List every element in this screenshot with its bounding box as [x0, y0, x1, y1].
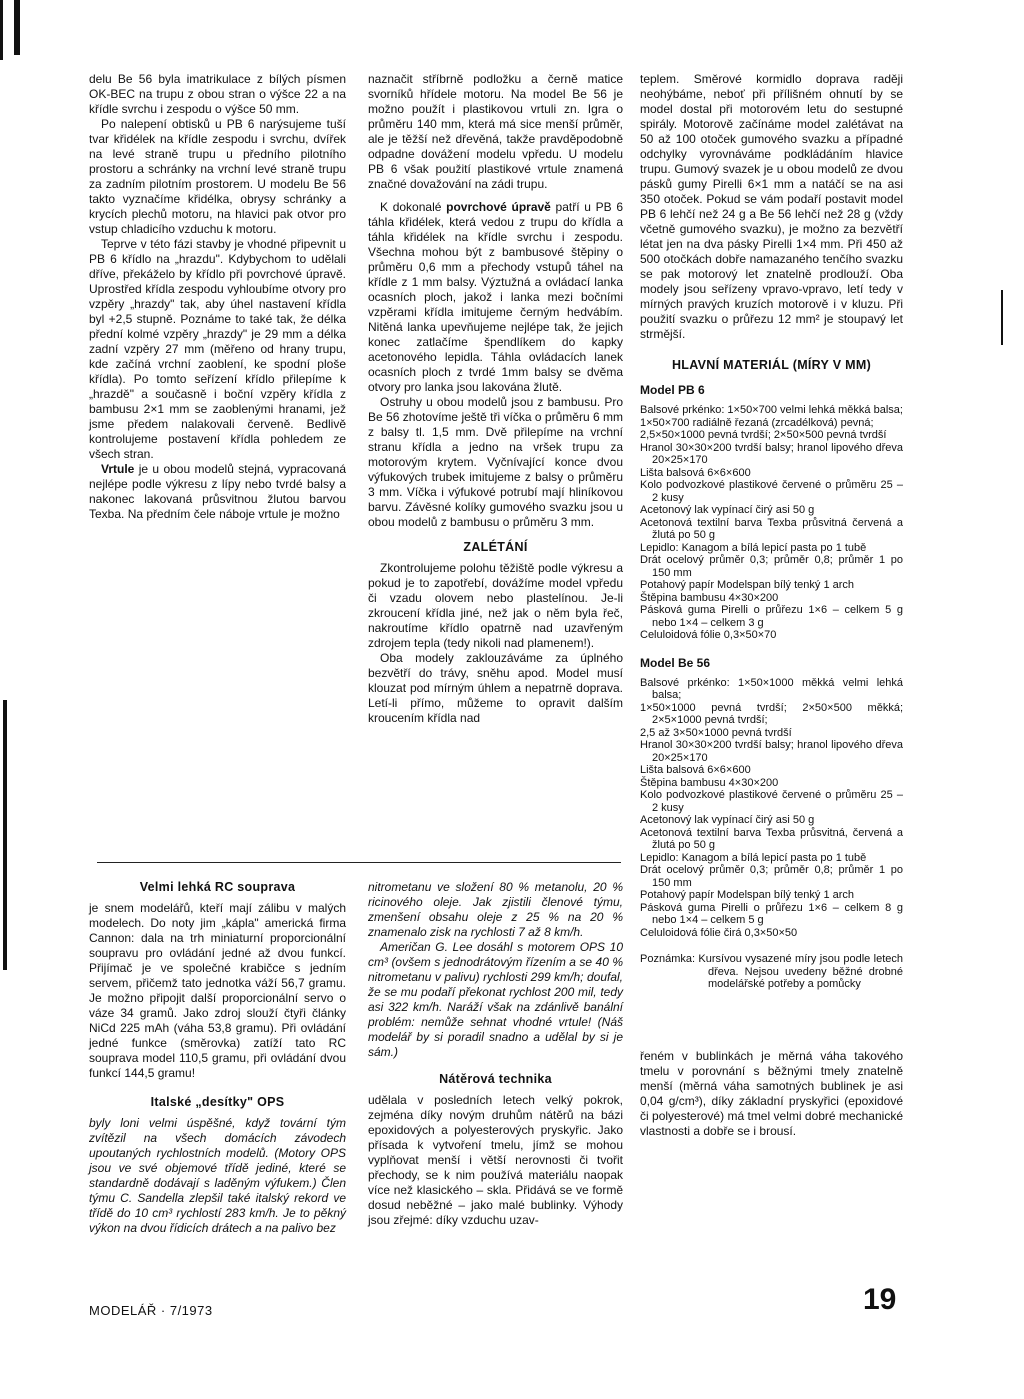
paragraph: Američan G. Lee dosáhl s motorem OPS 10 cm³ (ovšem s jednodrátovým řízením a se 40 % nitrometanu v palivu) rychlosti 299 km/h; doufal, že se mu podaří překonat rychlost 200 mil, tedy asi 322 km/h. Naráží však na zdánlivě banální problém: nemůže sehnat vhodné vrtule! (Náš modelář by si poradil snadno a udělal by si je sám.)	[368, 940, 623, 1059]
paragraph: nitrometanu ve složení 80 % metanolu, 20 % ricinového oleje. Jak zjistili členové týmu, zmenšení obsahu oleje z 25 % na 20 % znamenalo zisk na rychlosti 7 až 8 km/h.	[368, 880, 623, 939]
section-heading: HLAVNÍ MATERIÁL (MÍRY V MM)	[671, 358, 872, 372]
subheading: Model Be 56	[640, 655, 711, 670]
column-e	[368, 880, 623, 1228]
column-d	[89, 880, 346, 1236]
news-heading: Nátěrová technika	[439, 1072, 552, 1086]
paragraph	[89, 462, 346, 522]
material-item: Lišta balsová 6×6×600	[640, 466, 751, 479]
material-item: 1×50×1000 pevná tvrdší; 2×50×500 měkká; 2×5×1000 pevná tvrdší;	[640, 701, 903, 726]
material-item: Štěpina bambusu 4×30×200	[640, 776, 779, 789]
note: Poznámka: Kursívou vysazené míry jsou podle letech dřeva. Nejsou uvedeny běžné drobné modelářské potřeby a pomůcky	[640, 953, 903, 990]
material-item: Hranol 30×30×200 tvrdší balsy; hranol lipového dřeva 20×25×170	[640, 441, 903, 466]
material-item: Acetonový lak vypínací čirý asi 50 g	[640, 814, 815, 826]
paragraph: Ostruhy u obou modelů jsou z bambusu. Pro Be 56 zhotovíme ještě tři víčka o průměru 6 mm z balsy tl. 1,5 mm. Dvě přilepíme na vrchní stranu křídla a jedno na vršek trupu za motorovým krytem. Vyčnívající konce dvou výfukových trubek imitujeme z balsy o průměru 3 mm. Víčka i výfukové potrubí mají hliníkovou barvu. Závěsné kolíky gumového svazku jsou u obou modelů z bambusu o průměru 3 mm.	[368, 395, 623, 529]
magazine-footer: MODELÁŘ · 7/1973	[89, 1303, 213, 1318]
material-item: Kolo podvozkové plastikové červené o průměru 25 – 2 kusy	[640, 789, 903, 814]
material-item: Lepidlo: Kanagom a bílá lepicí pasta po 1 tubě	[640, 541, 867, 554]
material-item: Kolo podvozkové plastikové červené o průměru 25 – 2 kusy	[640, 479, 903, 504]
paragraph: udělala v posledních letech velký pokrok, zejména díky novým druhům nátěrů na bázi epoxidových a polyesterových pryskyřic. Jako přísada k vytvoření tmelu, jímž se mohou vyplňovat menší i větší nerovnosti či tvořit přechody, se k nim používá materiálu naopak více než klasického – skla. Přidává se ve formě dosud neběžné – jako malé bublinky. Výhody jsou zřejmé: díky vzduchu uzav-	[368, 1093, 623, 1227]
material-item: Pásková guma Pirelli o průřezu 1×6 – celkem 5 g nebo 1×4 – celkem 3 g	[640, 604, 903, 629]
material-item: 1×50×700 radiálně řezaná (zrcadélková) pevná;	[640, 416, 874, 429]
material-item: Lišta balsová 6×6×600	[640, 764, 751, 776]
paragraph-text: K dokonalé	[380, 200, 447, 214]
material-item: Celuloidová fólie 0,3×50×70	[640, 629, 777, 641]
news-heading: Velmi lehká RC souprava	[139, 880, 296, 894]
material-list	[640, 677, 903, 940]
column-b	[368, 72, 623, 726]
paragraph: Teprve v této fázi stavby je vhodné připevnit u PB 6 křídlo na „hrazdu". Kdybychom to udělali dříve, překáželo by křídlo při povrchové úpravě. Uprostřed křídla zespodu vyhloubíme otvory pro vzpěry „hrazdy" tak, aby úhel nastavení křídla byl +2,5 stupně. Poznáme to také tak, že délka přední kolmé vzpěry „hrazdy" je 29 mm a délka zadní vzpěry 27 mm (měřeno od hrany trupu, kde začíná vrchní zaoblení, ke spodní ploše křídla). Po tomto seřízení křídlo přilepíme k „hrazdě" a současně i boční vzpěry křídla z bambusu 2×1 mm se zaoblenými hranami, jež jsme předem nalakovali červeně. Bedlivě kontrolujeme postavení křídla pohledem ze všech stran.	[89, 237, 346, 461]
paragraph: Oba modely zaklouzáváme za úplného bezvětří do trávy, sněhu apod. Model musí klouzat pod mírným úhlem a nepatrně doprava. Letí-li přímo, můžeme to opravit dalším kroucením křídla nad	[368, 651, 623, 725]
scan-edge-mark	[1001, 290, 1003, 345]
subheading: Model PB 6	[640, 383, 705, 397]
paragraph-text: je u obou modelů stejná, vypracovaná nejlépe podle výkresu z lípy nebo tvrdé balsy a nakonec lakovaná průsvitnou žlutou barvou Texba. Na předním čele náboje vrtule je možno	[89, 462, 346, 521]
material-item: Acetonová textilní barva Texba průsvitná červená a žlutá po 50 g	[640, 516, 903, 541]
paragraph-text: patří u PB 6 táhla křidélek, která vedou z trupu do křídla a táhla křidélek na křídle svrchu i zespodu. Všechna mohou být z bambusové štěpiny o průměru 0,6 mm a přechody vstupů táhel na křídle z 1 mm balsy. Výztužná a ovládací lanka ocasních ploch, jakož i lanka mezi bočními vzpěrami křídla imitujeme černým hedvábím. Nitěná lanka upevňujeme nejlépe tak, že jejich konec zatlačíme špendlíkem do kapky acetonového lepidla. Táhla ovládacích lanek ocasních ploch z tvrdé 1mm balsy se dvěma otvory pro lanka jsou lakována žlutě.	[368, 200, 623, 394]
paragraph: řeném v bublinkách je měrná váha takového tmelu v porovnání s běžnými tmely znatelně menší (měrná váha samotných bublinek je asi 0,04 g/cm³), díky základní pryskyřici (epoxidové či polyesterové) má tmel velmi dobré mechanické vlastnosti a dobře se i brousí.	[640, 1048, 903, 1138]
scan-edge-mark	[3, 700, 7, 970]
paragraph	[368, 200, 623, 395]
material-item: Balsové prkénko: 1×50×1000 měkká velmi lehká balsa;	[640, 676, 903, 701]
material-item: Hranol 30×30×200 tvrdší balsy; hranol lipového dřeva 20×25×170	[640, 739, 903, 764]
run-in-heading: povrchové úpravě	[446, 200, 551, 214]
page-number: 19	[863, 1283, 897, 1316]
material-item: 2,5×50×1000 pevná tvrdší; 2×50×500 pevná tvrdší	[640, 429, 887, 441]
material-item: Celuloidová fólie čirá 0,3×50×50	[640, 926, 798, 939]
material-list	[640, 404, 903, 642]
separator-line	[97, 862, 621, 863]
scan-edge-mark	[0, 0, 3, 60]
paragraph: teplem. Směrové kormidlo doprava raději neohýbáme, neboť při přílišném ohnutí by se model dostal při motorovém letu do sestupné spirály. Motorově začínáme model zalétávat na 50 až 100 otoček gumového svazku a případné odchylky vyrovnáváme podkládáním hlavice trupu. Gumový svazek je u obou modelů ze dvou pásků gumy Pirelli 6×1 mm a natáčí se na asi 350 otoček. Pokud se vám podaří postavit model PB 6 lehčí než 24 g a Be 56 lehčí než 28 g (vždy včetně gumového svazku), je možno za bezvětří létat jen na dva pásky Pirelli 1×4 mm. Při 450 až 500 otočkách dobře namazaného tenčího svazku se pak motorový let znatelně prodlouží. Oba modely jsou seřízeny vpravo-vpravo, letí tedy v mírných pravých kruzích motorově i v kluzu. Při použití svazku o průřezu 12 mm² je stoupavý let strmější.	[640, 72, 903, 341]
material-item: Drát ocelový průměr 0,3; průměr 0,8; průměr 1 po 150 mm	[640, 864, 903, 889]
material-item: Potahový papír Modelspan bílý tenký 1 arch	[640, 889, 855, 901]
paragraph: delu Be 56 byla imatrikulace z bílých písmen OK-BEC na trupu z obou stran o výšce 22 a na křídle svrchu i zespodu o výšce 50 mm.	[89, 72, 346, 116]
paragraph: byly loni velmi úspěšné, když tovární tým zvítězil na všech domácích závodech upoutaných rychlostních modelů. (Motory OPS jsou ve své objemové třídě jediné, které se standardně dodávají s laděným výfukem.) Člen týmu C. Sandella zlepšil také italský rekord ve třídě do 10 cm³ rychlostí 283 km/h. Je to pěkný výkon na dvou řídicích drátech a na palivo bez	[89, 1116, 346, 1235]
material-item: Acetonová textilní barva Texba průsvitná, červená a žlutá po 50 g	[640, 826, 903, 851]
material-item: Balsové prkénko: 1×50×700 velmi lehká měkká balsa;	[640, 404, 903, 416]
material-item: 2,5 až 3×50×1000 pevná tvrdší	[640, 726, 792, 739]
material-item: Pásková guma Pirelli o průřezu 1×6 – celkem 8 g nebo 1×4 – celkem 5 g	[640, 901, 903, 926]
material-item: Drát ocelový průměr 0,3; průměr 0,8; průměr 1 po 150 mm	[640, 554, 903, 579]
material-item: Potahový papír Modelspan bílý tenký 1 arch	[640, 579, 855, 591]
news-heading: Italské „desítky" OPS	[150, 1095, 285, 1109]
column-c	[640, 72, 903, 1139]
paragraph: je snem modelářů, kteří mají zálibu v malých modelech. Do noty jim „kápla" americká firma Cannon: dala na trh miniaturní proporcionální soupravu pro ovládání jedné až dvou funkcí. Přijímač je ve společné krabičce s jedním servem, přičemž tato jednotka váží 56,7 gramu. Je možno připojit další proporcionální servo o váze 34 gramů. Jako zdroj slouží čtyři články NiCd 225 mAh (váha 53,8 gramu). Při ovládání jedné funkce (směrovka) zatíží tato RC souprava model 110,5 gramu, při ovládání dvou funkcí 144,5 gramu!	[89, 901, 346, 1080]
column-a	[89, 72, 346, 522]
material-item: Acetonový lak vypínací čirý asi 50 g	[640, 504, 815, 516]
paragraph: Po nalepení obtisků u PB 6 narýsujeme tuší tvar křidélek na křídle zespodu i svrchu, dvířek na levé straně trupu u předního pilotního prostoru a schránky na vrchní levé straně trupu za zadním pilotním prostorem. U modelu Be 56 takto vyznačíme křidélka, obrysy schránky a krycích plechů motoru, na hlavici pak otvor pro vstup chladicího vzduchu k motoru.	[89, 117, 346, 236]
section-heading: ZALÉTÁNÍ	[463, 540, 528, 554]
material-item: Štěpina bambusu 4×30×200	[640, 591, 779, 604]
paragraph: naznačit stříbrně podložku a černě matice svorníků hřídele motoru. Na model Be 56 je možno použít i plastikovou vrtuli zn. Igra o průměru 140 mm, která má sice menší průměr, ale je těžší než dřevěná, takže pravděpodobně odpadne dovážení modelu vpředu. U modelu PB 6 však použití plastikové vrtule znamená značné dovažování na zádi trupu.	[368, 72, 623, 191]
material-item: Lepidlo: Kanagom a bílá lepicí pasta po 1 tubě	[640, 851, 867, 864]
paragraph: Zkontrolujeme polohu těžiště podle výkresu a pokud je to zapotřebí, dovážíme model vpředu či vzadu olovem nebo plastelínou. Je-li zkroucení křídla jiné, než jak o něm byla řeč, nakroutíme křídlo opatrně nad uzavřeným zdrojem tepla (tedy nikoli nad plamenem!).	[368, 561, 623, 650]
run-in-heading: Vrtule	[101, 462, 135, 476]
scan-edge-mark	[14, 0, 20, 55]
